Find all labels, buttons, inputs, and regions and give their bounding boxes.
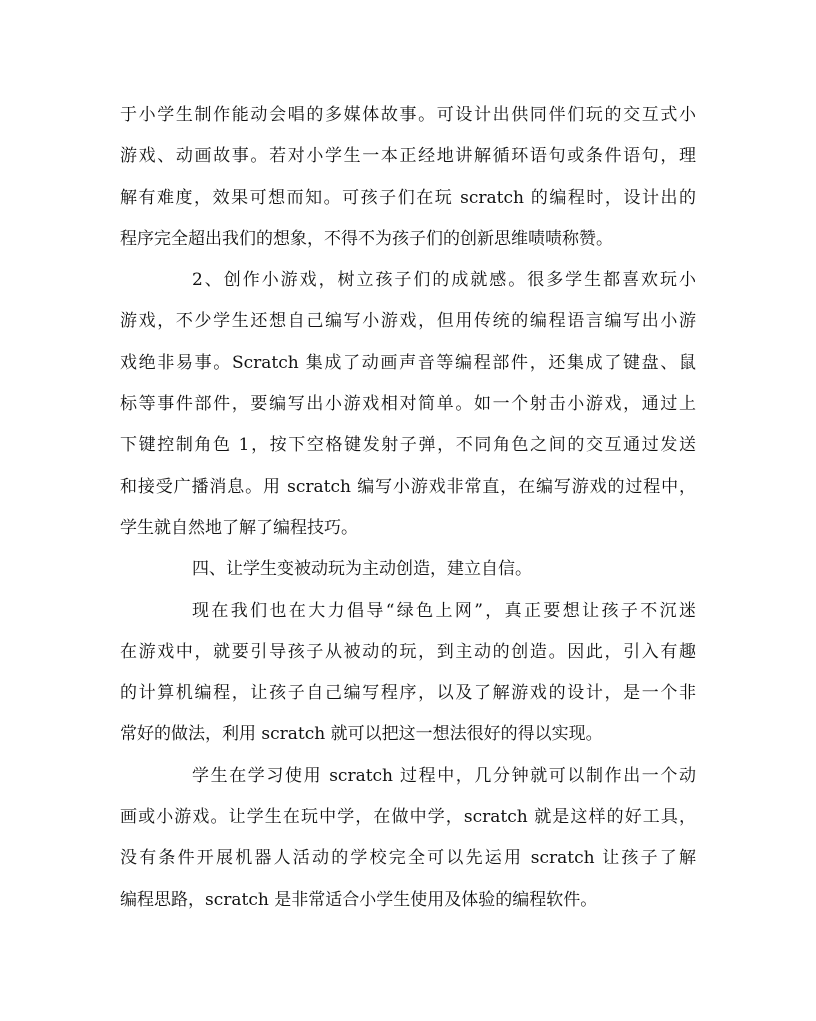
text-line: 常好的做法，利用 scratch 就可以把这一想法很好的得以实现。: [120, 724, 603, 745]
text-line: 解有难度，效果可想而知。可孩子们在玩 scratch 的编程时，设计出的: [120, 187, 696, 208]
text-line: 下键控制角色 1，按下空格键发射子弹，不同角色之间的交互通过发送: [120, 435, 696, 456]
text-line: 四、让学生变被动玩为主动创造，建立自信。: [192, 559, 532, 580]
text-line: 标等事件部件，要编写出小游戏相对简单。如一个射击小游戏，通过上: [120, 394, 696, 415]
text-line: 没有条件开展机器人活动的学校完全可以先运用 scratch 让孩子了解: [120, 848, 696, 869]
text-line: 现在我们也在大力倡导“绿色上网”，真正要想让孩子不沉迷: [192, 600, 696, 621]
text-line: 戏绝非易事。Scratch 集成了动画声音等编程部件，还集成了键盘、鼠: [120, 352, 696, 373]
text-line: 游戏、动画故事。若对小学生一本正经地讲解循环语句或条件语句，理: [120, 146, 696, 167]
text-line: 和接受广播消息。用 scratch 编写小游戏非常直，在编写游戏的过程中，: [120, 476, 696, 497]
text-line: 2、创作小游戏，树立孩子们的成就感。很多学生都喜欢玩小: [192, 270, 696, 291]
text-line: 画或小游戏。让学生在玩中学，在做中学，scratch 就是这样的好工具，: [120, 807, 696, 828]
text-line: 游戏，不少学生还想自己编写小游戏，但用传统的编程语言编写出小游: [120, 311, 696, 332]
text-line: 程序完全超出我们的想象，不得不为孩子们的创新思维啧啧称赞。: [120, 228, 613, 249]
document-body: [120, 95, 696, 921]
text-line: 的计算机编程，让孩子自己编写程序，以及了解游戏的设计，是一个非: [120, 683, 696, 704]
text-line: 学生就自然地了解了编程技巧。: [120, 517, 358, 538]
text-line: 于小学生制作能动会唱的多媒体故事。可设计出供同伴们玩的交互式小: [120, 105, 696, 125]
text-line: 学生在学习使用 scratch 过程中，几分钟就可以制作出一个动: [192, 765, 696, 786]
text-line: 编程思路，scratch 是非常适合小学生使用及体验的编程软件。: [120, 889, 598, 910]
text-line: 在游戏中，就要引导孩子从被动的玩，到主动的创造。因此，引入有趣: [120, 641, 696, 662]
